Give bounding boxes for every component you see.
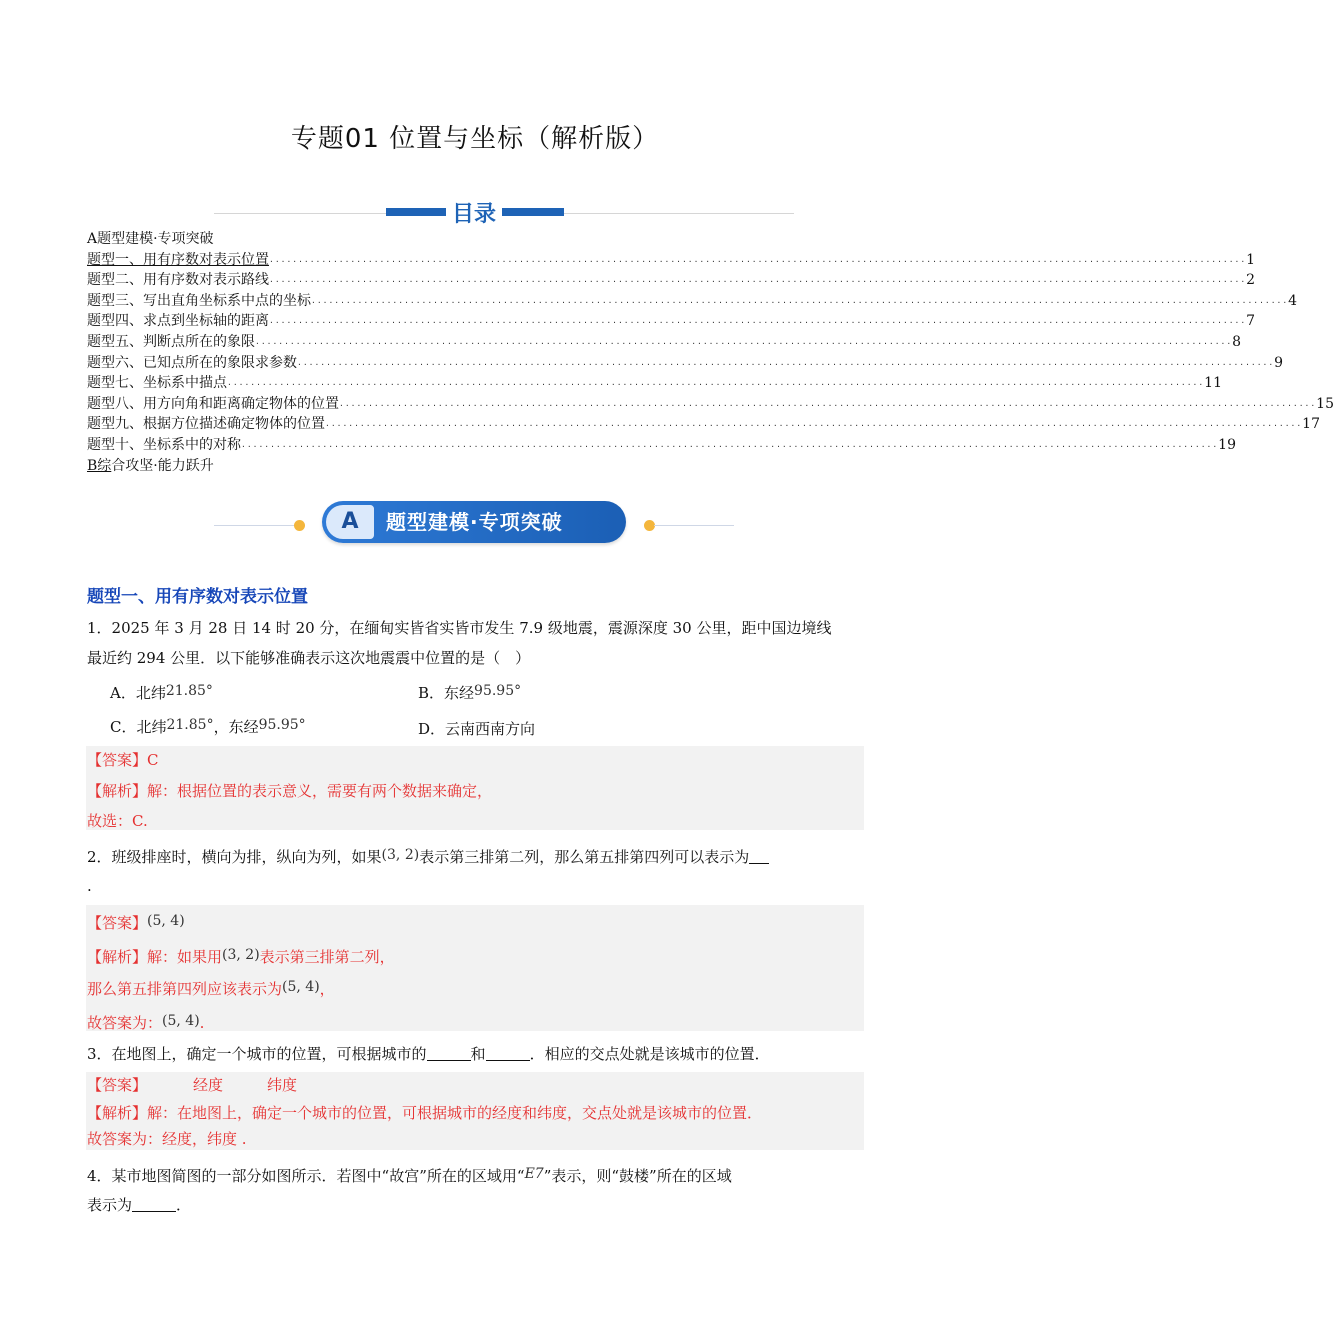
toc-leader-dots: ........................................................................................................................................................................ — [311, 295, 1289, 305]
toc-leader-dots: ........................................................................................................................................................................ — [241, 439, 1219, 449]
q3-answer-box — [86, 1072, 864, 1150]
q2-math: (3, 2) — [381, 847, 420, 863]
q3-conclusion: 故答案为：经度，纬度 . — [87, 1130, 247, 1148]
analysis-text: 表示第三排第二列， — [259, 948, 395, 966]
q2-analysis-line2 — [87, 977, 335, 999]
toc-entry[interactable] — [87, 250, 1256, 271]
toc-section-a[interactable]: A题型建模·专项突破 — [87, 231, 214, 247]
q4-blank[interactable] — [132, 1197, 176, 1212]
toc-leader-dots: ........................................................................................................................................................................ — [339, 398, 1317, 408]
toc-entry-page: 1 — [1246, 251, 1256, 268]
banner-line-right — [654, 525, 734, 526]
option-math: 21.85° — [165, 683, 213, 699]
toc-entry[interactable] — [87, 311, 1256, 332]
analysis-text: 解：如果用 — [147, 948, 223, 966]
analysis-tag: 【解析】 — [87, 1104, 148, 1122]
answer-tag: 【答案】 — [87, 914, 148, 932]
banner-line-left — [214, 525, 296, 526]
q4-math: E7 — [524, 1166, 544, 1182]
q4-text: 4．某市地图简图的一部分如图所示．若图中“故宫”所在的区域用“ — [87, 1167, 525, 1185]
q2-stem-line1 — [87, 845, 769, 867]
toc-leader-dots: ........................................................................................................................................................................ — [269, 275, 1247, 285]
toc-leader-dots: ........................................................................................................................................................................ — [269, 316, 1247, 326]
q2-analysis-line1 — [87, 945, 395, 967]
toc-entry[interactable] — [87, 435, 1236, 456]
q2-stem-line2: . — [87, 877, 92, 895]
analysis-text: ， — [319, 980, 335, 998]
answer-value-2: 纬度 — [267, 1076, 298, 1094]
q1-answer-box — [86, 746, 864, 830]
toc-entry-title: 题型一、用有序数对表示位置 — [87, 251, 269, 268]
q2-analysis-line3 — [87, 1011, 204, 1033]
toc-section-b-underlined: B综 — [87, 457, 112, 474]
toc-entry-title: 题型二、用有序数对表示路线 — [87, 272, 269, 289]
toc-entry-title: 题型十、坐标系中的对称 — [87, 436, 241, 453]
option-label: C．北纬 — [110, 718, 167, 736]
analysis-tag: 【解析】 — [87, 782, 148, 800]
toc-leader-dots: ........................................................................................................................................................................ — [255, 336, 1233, 346]
q3-stem — [87, 1044, 770, 1064]
option-label: B．东经 — [418, 684, 475, 702]
banner-dot-left — [294, 520, 305, 531]
q3-analysis — [87, 1103, 762, 1123]
question-type-heading: 题型一、用有序数对表示位置 — [87, 587, 308, 607]
section-title: 题型建模·专项突破 — [386, 510, 563, 534]
analysis-tag: 【解析】 — [87, 948, 148, 966]
page-title: 专题01 位置与坐标（解析版） — [290, 124, 660, 154]
toc-entry[interactable] — [87, 394, 1334, 415]
toc-section-b-rest: 合攻坚·能力跃升 — [111, 457, 214, 474]
analysis-text: 故答案为： — [87, 1014, 163, 1032]
q3-blank-2[interactable] — [486, 1046, 530, 1061]
toc-leader-dots: ........................................................................................................................................................................ — [297, 357, 1275, 367]
toc-entry[interactable] — [87, 414, 1320, 435]
toc-entry-title: 题型八、用方向角和距离确定物体的位置 — [87, 395, 339, 412]
q1-option-d[interactable]: D．云南西南方向 — [418, 720, 536, 738]
q1-stem-line2: 最近约 294 公里．以下能够准确表示这次地震震中位置的是（ ） — [87, 649, 531, 667]
q4-text: 表示为 — [87, 1196, 133, 1214]
toc-leader-dots: ........................................................................................................................................................................ — [227, 378, 1205, 388]
q2-text: 表示第三排第二列，那么第五排第四列可以表示为 — [419, 848, 750, 866]
q4-stem-line2 — [87, 1195, 191, 1215]
toc-section-b[interactable] — [87, 456, 863, 477]
q1-analysis — [87, 781, 492, 801]
section-a-banner — [214, 499, 734, 547]
analysis-text: . — [199, 1014, 205, 1032]
q2-text: 2．班级排座时，横向为排，纵向为列，如果 — [87, 848, 382, 866]
toc-entry-title: 题型九、根据方位描述确定物体的位置 — [87, 416, 325, 433]
q3-text: ．相应的交点处就是该城市的位置． — [529, 1045, 770, 1063]
q2-answer-box — [86, 905, 864, 1031]
q3-blank-1[interactable] — [427, 1046, 471, 1061]
toc-entry-page: 9 — [1274, 354, 1284, 371]
q4-stem-line1 — [87, 1164, 732, 1186]
toc-entry[interactable] — [87, 270, 1256, 291]
q3-answer — [87, 1075, 297, 1095]
toc-accent-bar-left — [386, 208, 448, 216]
q2-blank[interactable] — [749, 849, 769, 864]
toc-entry-page: 4 — [1288, 292, 1298, 309]
toc-entry-page: 11 — [1204, 375, 1222, 392]
toc-leader-dots: ........................................................................................................................................................................ — [269, 254, 1247, 264]
q4-text: ”表示，则“鼓楼”所在的区域 — [543, 1167, 732, 1185]
toc-entry-title: 题型五、判断点所在的象限 — [87, 333, 255, 350]
analysis-math: (5, 4) — [162, 1013, 200, 1029]
analysis-math: (5, 4) — [282, 979, 320, 995]
answer-tag: 【答案】 — [87, 1076, 148, 1094]
toc-entry-title: 题型三、写出直角坐标系中点的坐标 — [87, 292, 311, 309]
analysis-text: 那么第五排第四列应该表示为 — [87, 980, 283, 998]
section-a-pill — [322, 501, 626, 543]
toc-label: 目录 — [446, 197, 502, 228]
q1-option-c[interactable] — [110, 716, 306, 737]
option-label: A．北纬 — [110, 684, 166, 702]
toc-entry-page: 19 — [1218, 436, 1236, 453]
toc-entry[interactable] — [87, 332, 1242, 353]
toc-entry-page: 2 — [1246, 272, 1256, 289]
q4-text: ． — [176, 1196, 192, 1214]
answer-value-1: 经度 — [193, 1076, 224, 1094]
q1-option-a[interactable] — [110, 682, 213, 703]
toc-entry-title: 题型六、已知点所在的象限求参数 — [87, 354, 297, 371]
answer-math: (5, 4) — [147, 913, 185, 929]
q2-answer — [87, 911, 185, 933]
toc-accent-bar-right — [500, 208, 564, 216]
table-of-contents — [87, 229, 1334, 476]
toc-entry[interactable] — [87, 353, 1284, 374]
toc-entry[interactable] — [87, 373, 1222, 394]
q3-text: 3．在地图上，确定一个城市的位置，可根据城市的 — [87, 1045, 427, 1063]
option-text: ，东经 — [213, 718, 259, 736]
option-math: 95.95° — [474, 683, 522, 699]
option-math: 21.85° — [166, 717, 214, 733]
toc-entry-page: 15 — [1316, 395, 1334, 412]
q1-answer — [87, 750, 159, 770]
q1-choice: 故选：C. — [87, 812, 148, 830]
option-math: 95.95° — [258, 717, 306, 733]
q3-text: 和 — [470, 1045, 486, 1063]
analysis-math: (3, 2) — [222, 947, 260, 963]
toc-entry-page: 8 — [1232, 333, 1242, 350]
analysis-text: 解：在地图上，确定一个城市的位置，可根据城市的经度和纬度，交点处就是该城市的位置． — [147, 1104, 763, 1122]
answer-tag: 【答案】 — [87, 751, 148, 769]
answer-value: C — [147, 751, 159, 769]
toc-entry-page: 7 — [1246, 313, 1256, 330]
toc-entry[interactable] — [87, 291, 1298, 312]
toc-banner — [214, 197, 794, 227]
toc-entry-title: 题型七、坐标系中描点 — [87, 375, 227, 392]
q1-option-b[interactable] — [418, 682, 521, 703]
toc-leader-dots: ........................................................................................................................................................................ — [325, 419, 1303, 429]
analysis-text: 解：根据位置的表示意义，需要有两个数据来确定， — [147, 782, 493, 800]
section-letter: A — [326, 505, 374, 539]
toc-entry-title: 题型四、求点到坐标轴的距离 — [87, 313, 269, 330]
toc-entry-page: 17 — [1302, 416, 1320, 433]
q1-stem-line1: 1．2025 年 3 月 28 日 14 时 20 分，在缅甸实皆省实皆市发生 7.9 级地震，震源深度 30 公里，距中国边境线 — [87, 619, 832, 637]
